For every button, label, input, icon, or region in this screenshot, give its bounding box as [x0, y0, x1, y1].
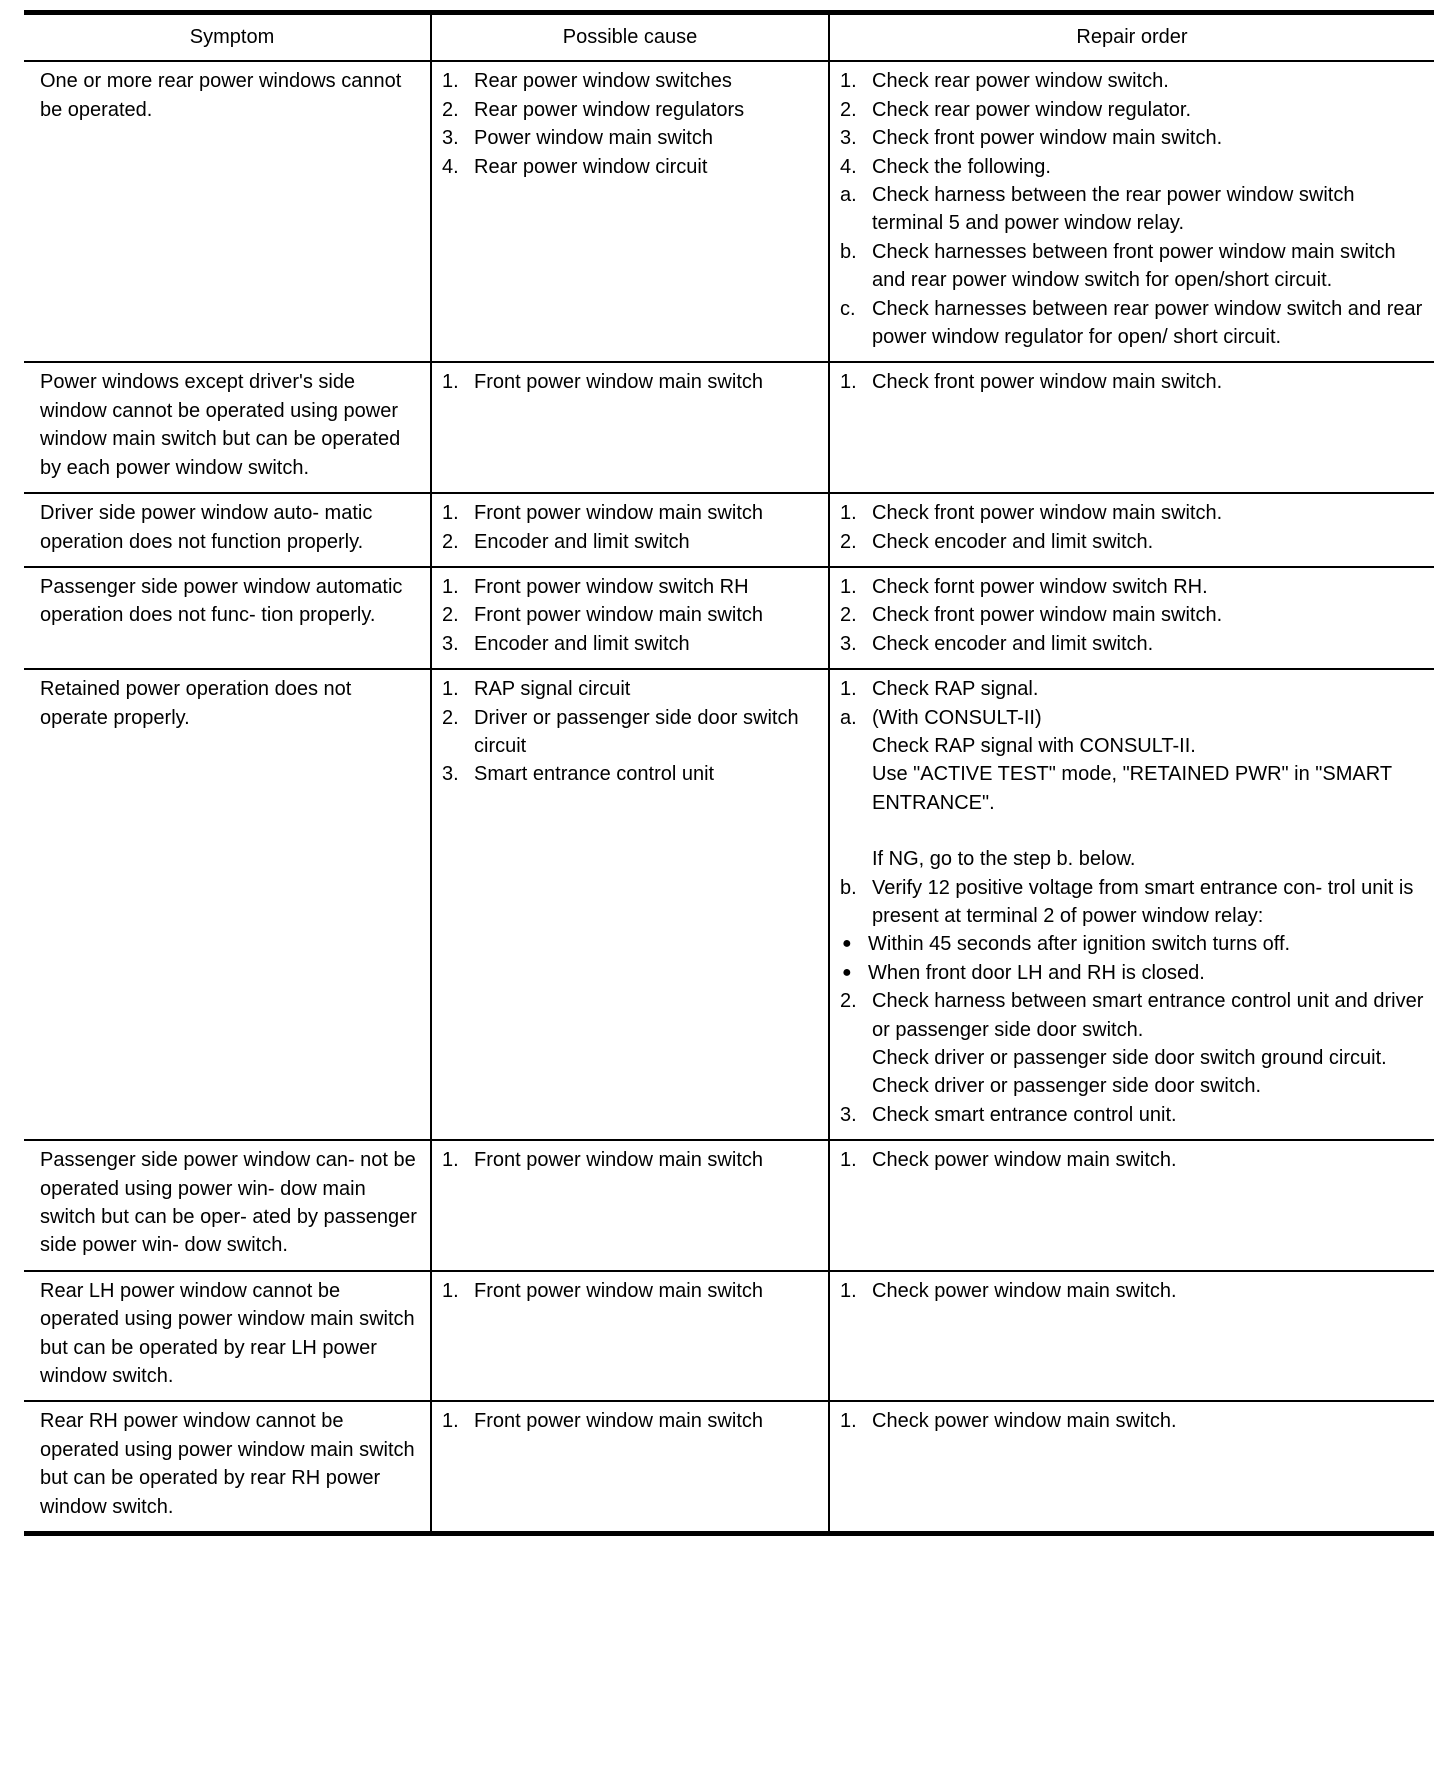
repair-item: [840, 181, 1426, 238]
item-marker: 1.: [442, 1410, 459, 1433]
table-row: [24, 493, 1434, 567]
item-text: Power window main switch: [474, 127, 713, 150]
table-row: [24, 61, 1434, 362]
repair-order-cell: [829, 362, 1434, 493]
cause-item: [442, 153, 820, 181]
item-text: Front power window main switch: [474, 604, 763, 627]
repair-item: [840, 987, 1426, 1044]
repair-order-cell: [829, 493, 1434, 567]
item-text: Check encoder and limit switch.: [872, 632, 1154, 655]
cause-item: [442, 601, 820, 629]
repair-item: [840, 704, 1426, 732]
item-text: Front power window main switch: [474, 1149, 763, 1172]
repair-order-cell: [829, 1401, 1434, 1533]
item-marker: 2.: [442, 604, 459, 627]
item-text: Front power window main switch: [474, 371, 763, 394]
item-text: Check driver or passenger side door switch.: [872, 1075, 1262, 1098]
repair-item: [840, 124, 1426, 152]
repair-item: [840, 67, 1426, 95]
item-marker: 3.: [442, 763, 459, 786]
repair-item: [840, 874, 1426, 931]
item-text: Check front power window main switch.: [872, 371, 1223, 394]
symptom-cell: Power windows except driver's side window cannot be operated using power window main switch but can be operated by each power window switch.: [24, 362, 431, 493]
item-text: Front power window switch RH: [474, 575, 749, 598]
item-text: Verify 12 positive voltage from smart entrance con- trol unit is present at terminal 2 of power window relay:: [872, 876, 1414, 927]
table-body: [24, 61, 1434, 1533]
item-text: Check rear power window regulator.: [872, 98, 1192, 121]
trouble-diagnosis-table: [24, 15, 1434, 1536]
repair-item: [840, 1072, 1426, 1100]
item-marker: 1.: [840, 678, 857, 701]
possible-cause-cell: [431, 1271, 829, 1402]
item-text: Front power window main switch: [474, 502, 763, 525]
possible-cause-cell: [431, 1401, 829, 1533]
symptom-cell: Passenger side power window automatic operation does not func- tion properly.: [24, 567, 431, 669]
repair-item: [840, 1101, 1426, 1129]
item-marker: b.: [840, 876, 857, 899]
possible-cause-cell: [431, 1140, 829, 1271]
table-row: [24, 1140, 1434, 1271]
cause-item: [442, 124, 820, 152]
item-text: Check harness between the rear power window switch terminal 5 and power window relay.: [872, 184, 1355, 235]
repair-item: [840, 601, 1426, 629]
cause-item: [442, 96, 820, 124]
item-marker: 1.: [840, 1149, 857, 1172]
item-text: Check RAP signal.: [872, 678, 1039, 701]
repair-item: [840, 930, 1426, 958]
cause-item: [442, 528, 820, 556]
repair-order-cell: [829, 61, 1434, 362]
header-possible-cause: Possible cause: [431, 15, 829, 61]
item-marker: 3.: [442, 632, 459, 655]
cause-item: [442, 368, 820, 396]
item-text: If NG, go to the step b. below.: [872, 848, 1136, 871]
symptom-cell: Retained power operation does not operate properly.: [24, 669, 431, 1140]
repair-item: [840, 499, 1426, 527]
item-marker: a.: [840, 184, 857, 207]
item-marker: b.: [840, 240, 857, 263]
table-row: [24, 1271, 1434, 1402]
repair-item: [840, 760, 1426, 817]
header-symptom: Symptom: [24, 15, 431, 61]
table-row: [24, 362, 1434, 493]
possible-cause-cell: [431, 669, 829, 1140]
repair-item: [840, 675, 1426, 703]
cause-item: [442, 704, 820, 761]
item-text: Encoder and limit switch: [474, 530, 690, 553]
repair-order-cell: [829, 1271, 1434, 1402]
item-marker: 2.: [442, 98, 459, 121]
repair-order-cell: [829, 669, 1434, 1140]
cause-item: [442, 573, 820, 601]
repair-item: [840, 96, 1426, 124]
table-row: [24, 669, 1434, 1140]
item-marker: 1.: [840, 1410, 857, 1433]
repair-item: [840, 295, 1426, 352]
item-text: Check power window main switch.: [872, 1279, 1177, 1302]
cause-item: [442, 630, 820, 658]
bullet-marker: ●: [842, 935, 852, 953]
item-text: When front door LH and RH is closed.: [868, 961, 1205, 984]
table-header-row: [24, 15, 1434, 61]
header-repair-order: Repair order: [829, 15, 1434, 61]
item-marker: 2.: [840, 604, 857, 627]
item-text: Driver or passenger side door switch circuit: [474, 706, 799, 757]
item-text: Check front power window main switch.: [872, 502, 1223, 525]
item-text: Check harness between smart entrance control unit and driver or passenger side door switch.: [872, 990, 1424, 1041]
item-marker: 3.: [840, 127, 857, 150]
item-marker: 3.: [840, 1103, 857, 1126]
item-text: Use "ACTIVE TEST" mode, "RETAINED PWR" in "SMART ENTRANCE".: [872, 763, 1392, 814]
item-marker: 1.: [442, 678, 459, 701]
item-text: Check power window main switch.: [872, 1410, 1177, 1433]
possible-cause-cell: [431, 362, 829, 493]
symptom-cell: One or more rear power windows cannot be operated.: [24, 61, 431, 362]
repair-item: [840, 959, 1426, 987]
repair-order-cell: [829, 1140, 1434, 1271]
repair-item: [840, 368, 1426, 396]
symptom-cell: Rear RH power window cannot be operated using power window main switch but can be operated by rear RH power window switch.: [24, 1401, 431, 1533]
item-text: Within 45 seconds after ignition switch turns off.: [868, 933, 1291, 956]
repair-item: [840, 528, 1426, 556]
item-text: Check the following.: [872, 155, 1051, 178]
repair-item: [840, 1146, 1426, 1174]
item-marker: 4.: [840, 155, 857, 178]
repair-item: [840, 1044, 1426, 1072]
item-text: Encoder and limit switch: [474, 632, 690, 655]
item-marker: 2.: [840, 990, 857, 1013]
cause-item: [442, 1277, 820, 1305]
item-marker: 2.: [442, 706, 459, 729]
repair-item: [840, 1277, 1426, 1305]
repair-item: [840, 845, 1426, 873]
cause-item: [442, 499, 820, 527]
item-text: Check encoder and limit switch.: [872, 530, 1154, 553]
cause-item: [442, 1407, 820, 1435]
table-row: [24, 567, 1434, 669]
cause-item: [442, 67, 820, 95]
item-marker: 1.: [442, 371, 459, 394]
troubleshooting-sheet: [24, 10, 1434, 1536]
symptom-cell: Passenger side power window can- not be operated using power win- dow main switch but can be oper- ated by passenger side power win- dow switch.: [24, 1140, 431, 1271]
item-text: Check smart entrance control unit.: [872, 1103, 1177, 1126]
possible-cause-cell: [431, 61, 829, 362]
item-text: (With CONSULT-II): [872, 706, 1042, 729]
item-marker: 1.: [442, 1149, 459, 1172]
repair-item: [840, 732, 1426, 760]
repair-order-cell: [829, 567, 1434, 669]
item-marker: 3.: [442, 127, 459, 150]
table-row: [24, 1401, 1434, 1533]
repair-item: [840, 1407, 1426, 1435]
repair-item: [840, 630, 1426, 658]
item-marker: a.: [840, 706, 857, 729]
item-marker: 1.: [442, 70, 459, 93]
item-text: Check rear power window switch.: [872, 70, 1169, 93]
bullet-marker: ●: [842, 963, 852, 981]
item-text: Check fornt power window switch RH.: [872, 575, 1208, 598]
item-marker: 1.: [840, 1279, 857, 1302]
item-text: Check driver or passenger side door switch ground circuit.: [872, 1047, 1387, 1069]
item-text: Smart entrance control unit: [474, 763, 715, 786]
item-marker: c.: [840, 297, 856, 320]
item-marker: 3.: [840, 632, 857, 655]
repair-item: [840, 573, 1426, 601]
item-text: Check RAP signal with CONSULT-II.: [872, 734, 1196, 757]
repair-item: [840, 153, 1426, 181]
symptom-cell: Rear LH power window cannot be operated using power window main switch but can be operated by rear LH power window switch.: [24, 1271, 431, 1402]
item-marker: 2.: [840, 530, 857, 553]
item-marker: 1.: [442, 575, 459, 598]
cause-item: [442, 1146, 820, 1174]
symptom-cell: Driver side power window auto- matic operation does not function properly.: [24, 493, 431, 567]
item-text: Front power window main switch: [474, 1410, 763, 1433]
item-marker: 4.: [442, 155, 459, 178]
item-text: Rear power window switches: [474, 70, 732, 93]
item-marker: 1.: [840, 371, 857, 394]
possible-cause-cell: [431, 567, 829, 669]
item-text: Check front power window main switch.: [872, 127, 1223, 150]
cause-item: [442, 675, 820, 703]
item-marker: 1.: [442, 1279, 459, 1302]
item-text: RAP signal circuit: [474, 678, 631, 701]
item-marker: 1.: [442, 502, 459, 525]
repair-item: [840, 238, 1426, 295]
item-marker: 1.: [840, 70, 857, 93]
item-marker: 1.: [840, 502, 857, 525]
possible-cause-cell: [431, 493, 829, 567]
blank-line: [840, 817, 1426, 845]
item-text: Check power window main switch.: [872, 1149, 1177, 1172]
item-marker: 2.: [840, 98, 857, 121]
item-text: Front power window main switch: [474, 1279, 763, 1302]
item-text: Check harnesses between rear power window switch and rear power window regulator for open/ short circuit.: [872, 297, 1423, 349]
item-text: Rear power window circuit: [474, 155, 708, 178]
item-marker: 1.: [840, 575, 857, 598]
item-text: Check harnesses between front power window main switch and rear power window switch for open/short circuit.: [872, 240, 1396, 292]
cause-item: [442, 760, 820, 788]
item-text: Rear power window regulators: [474, 98, 745, 121]
item-text: Check front power window main switch.: [872, 604, 1223, 627]
item-marker: 2.: [442, 530, 459, 553]
